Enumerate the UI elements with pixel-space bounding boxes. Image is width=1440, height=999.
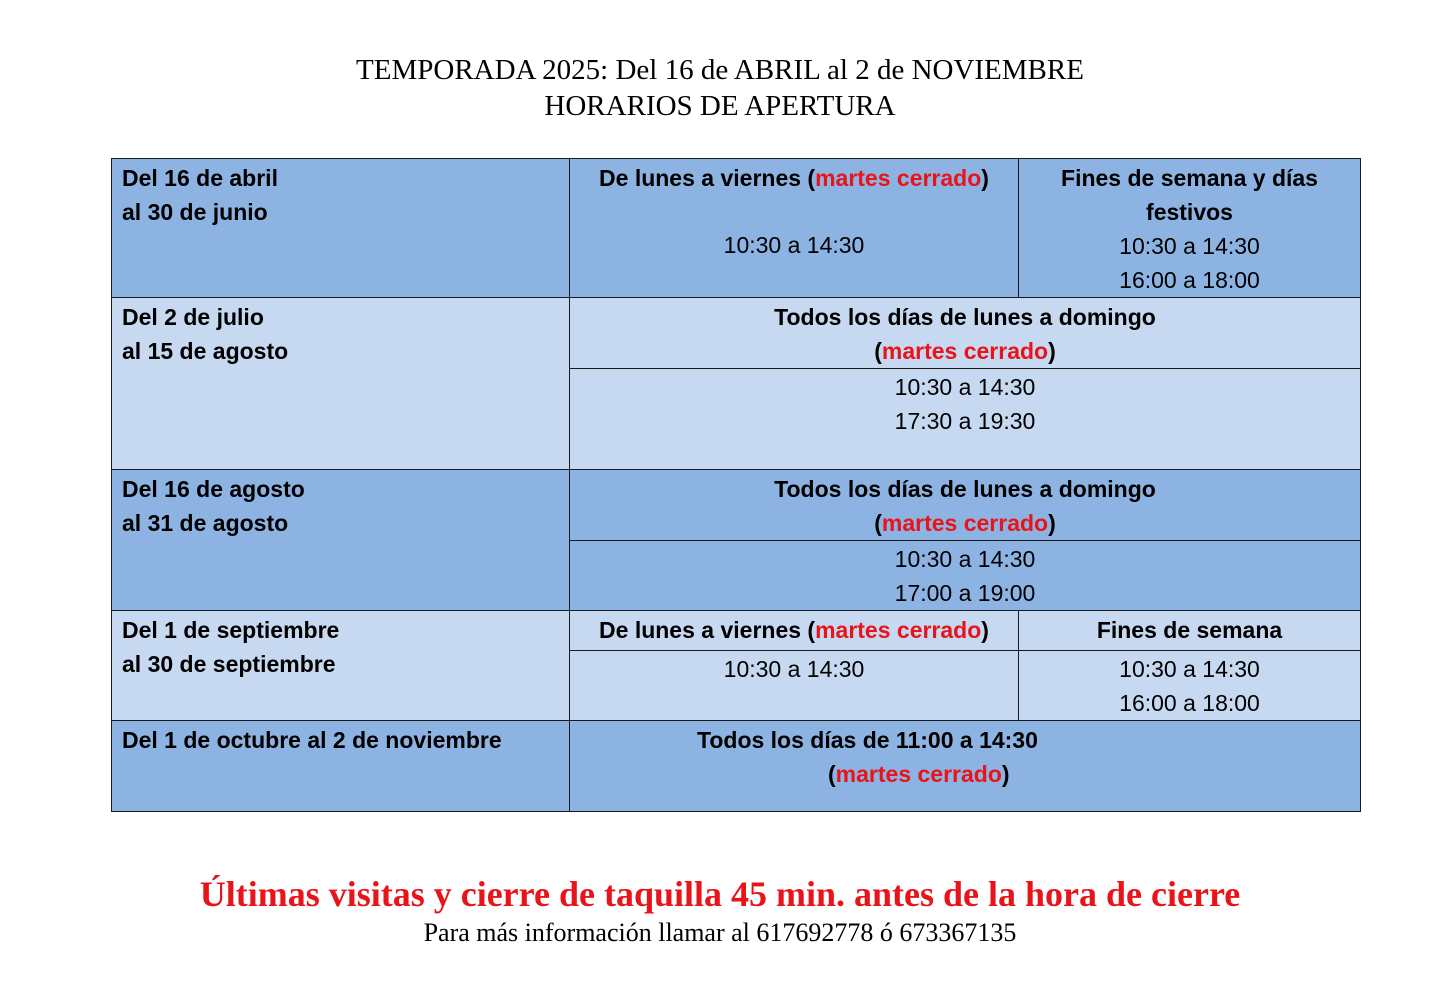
period-cell (112, 721, 570, 812)
closed-note-line: (martes cerrado) (874, 338, 1056, 364)
daily-heading: Todos los días de lunes a domingo (774, 304, 1156, 330)
schedule-row-late-august (112, 470, 1361, 541)
period-start: Del 16 de abril (122, 165, 278, 191)
period-start: Del 16 de agosto (122, 476, 305, 502)
weekend-heading-cont: festivos (1146, 199, 1233, 225)
daily-hours-cell (570, 369, 1361, 470)
schedule-row-september (112, 611, 1361, 651)
schedule-row-october-november (112, 721, 1361, 812)
period-end: al 30 de septiembre (122, 651, 336, 677)
daily-heading-cell (570, 298, 1361, 369)
daily-hours-cell (570, 541, 1361, 611)
period-end: al 15 de agosto (122, 338, 289, 364)
period-cell (112, 470, 570, 611)
period-cell (112, 159, 570, 298)
season-title: TEMPORADA 2025: Del 16 de ABRIL al 2 de NOVIEMBRE (356, 54, 1084, 86)
schedule-table (111, 158, 1361, 812)
daily-heading-cell (570, 470, 1361, 541)
weekday-hours-cell (570, 651, 1019, 721)
opening-hours-heading: HORARIOS DE APERTURA (544, 90, 896, 122)
period-cell (112, 298, 570, 470)
weekday-heading: De lunes a viernes (martes cerrado) (599, 617, 989, 643)
weekend-hours-morning: 10:30 a 14:30 (1119, 656, 1260, 682)
schedule-row-april-june (112, 159, 1361, 298)
period-cell (112, 611, 570, 721)
closed-note-line: (martes cerrado) (874, 510, 1056, 536)
weekday-heading-cell (570, 611, 1019, 651)
hours-afternoon: 17:00 a 19:00 (894, 580, 1036, 606)
weekend-hours-afternoon: 16:00 a 18:00 (1119, 690, 1260, 716)
weekend-heading: Fines de semana (1096, 617, 1283, 643)
weekend-heading: Fines de semana y días (1061, 165, 1318, 191)
period-end: al 30 de junio (122, 199, 268, 225)
last-entry-warning: Últimas visitas y cierre de taquilla 45 min. antes de la hora de cierre (199, 874, 1241, 914)
closed-note: martes cerrado (881, 338, 1049, 364)
closed-note: martes cerrado (815, 617, 982, 643)
closed-note: martes cerrado (815, 165, 982, 191)
period-start: Del 1 de septiembre (122, 617, 340, 643)
period-end: al 31 de agosto (122, 510, 289, 536)
weekday-cell (570, 159, 1019, 298)
weekend-hours-afternoon: 16:00 a 18:00 (1119, 267, 1260, 293)
hours-morning: 10:30 a 14:30 (894, 546, 1036, 572)
schedule-row-july-august (112, 298, 1361, 369)
daily-heading: Todos los días de lunes a domingo (774, 476, 1156, 502)
contact-info: Para más información llamar al 617692778 ó 673367135 (423, 918, 1017, 947)
weekend-hours-cell (1019, 651, 1361, 721)
weekend-hours-morning: 10:30 a 14:30 (1119, 233, 1260, 259)
weekday-heading: De lunes a viernes (martes cerrado) (599, 165, 989, 191)
closed-note-line: (martes cerrado) (828, 761, 1010, 787)
weekend-heading-cell (1019, 611, 1361, 651)
weekday-hours: 10:30 a 14:30 (723, 656, 865, 682)
closed-note: martes cerrado (835, 761, 1002, 787)
hours-morning: 10:30 a 14:30 (894, 374, 1036, 400)
weekday-hours: 10:30 a 14:30 (723, 232, 865, 258)
hours-afternoon: 17:30 a 19:30 (894, 408, 1036, 434)
period-range: Del 1 de octubre al 2 de noviembre (122, 727, 502, 753)
weekend-cell (1019, 159, 1361, 298)
daily-heading: Todos los días de 11:00 a 14:30 (697, 727, 1038, 753)
closed-note: martes cerrado (881, 510, 1049, 536)
period-start: Del 2 de julio (122, 304, 264, 330)
daily-cell (570, 721, 1361, 812)
